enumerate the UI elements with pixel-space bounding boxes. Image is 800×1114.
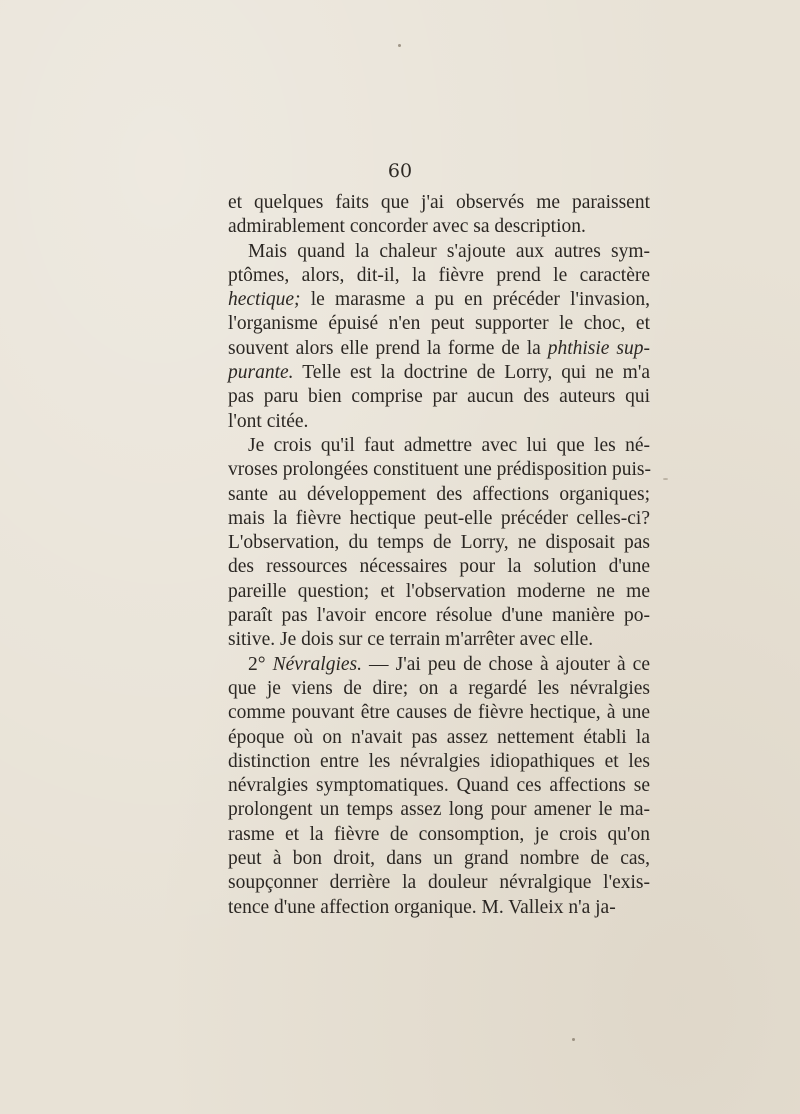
text-line	[228, 896, 650, 920]
paper-speck	[663, 478, 668, 480]
text-line	[228, 774, 650, 798]
text-span: tence d'une affection organique. M. Valleix n'a ja-	[228, 896, 616, 918]
italic-text: hectique;	[228, 289, 301, 311]
text-span: Telle est la doctrine de Lorry, qui ne m'a	[293, 362, 650, 384]
text-span: peut à bon droit, dans un grand nombre de cas,	[228, 848, 650, 870]
text-span: prolongent un temps assez long pour amener le ma-	[228, 799, 650, 821]
text-span: le marasme a pu en précéder l'invasion,	[300, 289, 650, 311]
text-line	[228, 555, 650, 579]
text-span: distinction entre les névralgies idiopathiques et les	[228, 750, 650, 772]
text-line	[228, 458, 650, 482]
text-span: L'observation, du temps de Lorry, ne disposait pas	[228, 532, 650, 554]
text-span: — J'ai peu de chose à ajouter à ce	[361, 653, 650, 675]
text-span: Mais quand la chaleur s'ajoute aux autres sym-	[248, 240, 650, 262]
text-line	[228, 871, 650, 895]
text-span: 2°	[248, 653, 273, 675]
text-span: que je viens de dire; on a regardé les névralgies	[228, 677, 650, 699]
text-span: comme pouvant être causes de fièvre hectique, à une	[228, 702, 650, 724]
text-span: l'ont citée.	[228, 410, 309, 432]
text-line	[228, 823, 650, 847]
text-line	[228, 677, 650, 701]
text-line	[228, 312, 650, 336]
text-line	[228, 531, 650, 555]
text-span: et quelques faits que j'ai observés me paraissent	[228, 192, 650, 213]
text-line	[228, 410, 650, 434]
italic-text: purante.	[228, 362, 294, 384]
text-line	[228, 750, 650, 774]
text-span: pas paru bien comprise par aucun des auteurs qui	[228, 386, 650, 408]
page-number: 60	[387, 160, 413, 182]
text-line	[228, 580, 650, 604]
text-line	[228, 726, 650, 750]
text-span: rasme et la fièvre de consomption, je crois qu'on	[228, 823, 650, 845]
text-line	[228, 628, 650, 652]
text-line	[228, 215, 650, 239]
text-line	[228, 701, 650, 725]
text-line	[228, 847, 650, 871]
text-span: paraît pas l'avoir encore résolue d'une manière po-	[228, 605, 650, 627]
text-span: vroses prolongées constituent une prédisposition puis-	[228, 459, 651, 481]
text-line	[228, 385, 650, 409]
text-line	[228, 191, 650, 215]
text-span: soupçonner derrière la douleur névralgique l'exis-	[228, 872, 650, 894]
text-line	[228, 653, 650, 677]
paper-speck	[572, 1038, 575, 1041]
body-text	[228, 191, 650, 920]
text-span: époque où on n'avait pas assez nettement établi la	[228, 726, 650, 748]
text-line	[228, 483, 650, 507]
text-line	[228, 240, 650, 264]
text-span: souvent alors elle prend la forme de la	[228, 337, 548, 359]
text-span: sante au développement des affections organiques;	[228, 483, 650, 505]
text-line	[228, 337, 650, 361]
text-span: admirablement concorder avec sa description.	[228, 216, 586, 238]
italic-text: phthisie sup-	[547, 337, 650, 359]
text-line	[228, 604, 650, 628]
text-span: ptômes, alors, dit-il, la fièvre prend le caractère	[228, 264, 650, 286]
text-line	[228, 434, 650, 458]
text-span: mais la fièvre hectique peut-elle précéder celles-ci?	[228, 507, 650, 529]
text-line	[228, 264, 650, 288]
italic-text: Névralgies.	[272, 653, 362, 675]
text-line	[228, 798, 650, 822]
paper-speck	[398, 44, 401, 47]
text-line	[228, 507, 650, 531]
text-span: des ressources nécessaires pour la solution d'une	[228, 556, 650, 578]
text-line	[228, 288, 650, 312]
text-span: l'organisme épuisé n'en peut supporter le choc, et	[228, 313, 650, 335]
text-span: pareille question; et l'observation moderne ne me	[228, 580, 650, 602]
text-line	[228, 361, 650, 385]
text-span: névralgies symptomatiques. Quand ces affections se	[228, 775, 650, 797]
text-span: Je crois qu'il faut admettre avec lui que les né-	[248, 434, 650, 456]
text-span: sitive. Je dois sur ce terrain m'arrêter avec elle.	[228, 629, 594, 651]
